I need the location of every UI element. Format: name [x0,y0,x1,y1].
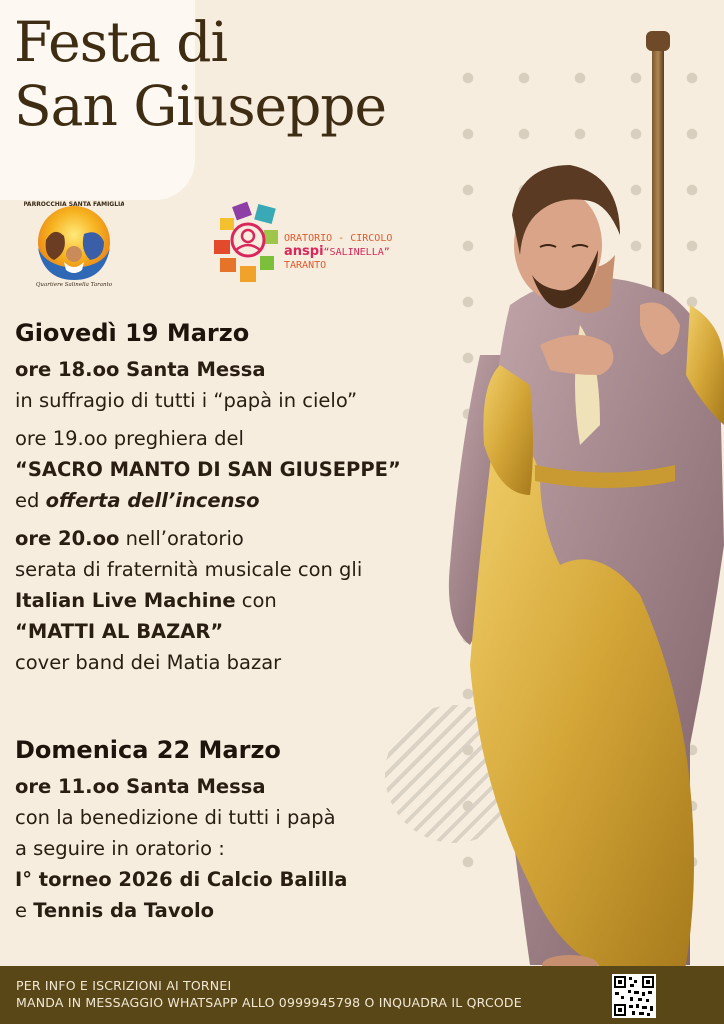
day1-band-line [15,585,455,616]
saint-joseph-statue-image [440,25,724,975]
day2-blessing: con la benedizione di tutti i papà [15,806,336,829]
day1-prayer-offer: offerta dell’incenso [45,489,260,512]
day1-mass-note: in suffragio di tutti i “papà in cielo” [15,389,358,412]
qr-code[interactable] [612,974,656,1018]
day2-heading: Domenica 22 Marzo [15,736,281,764]
title-line-2: San Giuseppe [14,74,387,138]
day1-band-with: con [235,589,277,612]
day2-tournament: I° torneo 2026 di Calcio Balilla [15,868,348,891]
footer-info-line2: MANDA IN MESSAGGIO WHATSAPP ALLO 0999945798 O INQUADRA IL QRCODE [16,995,522,1010]
footer-info-line1: PER INFO E ISCRIZIONI AI TORNEI [16,978,232,993]
oratory-logo [214,200,434,294]
page-title [14,10,386,138]
oratory-logo-brand: anspi [284,244,324,259]
day2-follow: a seguire in oratorio : [15,837,225,860]
day1-evening-place: nell’oratorio [119,527,244,550]
day2-mass-time: ore 11.oo Santa Messa [15,775,266,798]
oratory-logo-city: TARANTO [284,260,327,271]
day2-tennis: Tennis da Tavolo [33,899,215,922]
day1-show-note: cover band dei Matia bazar [15,651,282,674]
day1-evening-desc: serata di fraternità musicale con gli [15,558,363,581]
day2-tennis-line [15,895,455,926]
day1-evening-time: ore 20.oo [15,527,120,550]
day1-prayer-intro: ore 19.oo preghiera del [15,427,244,450]
day1-prayer-and: ed [15,489,46,512]
oratory-logo-name: “SALINELLA” [323,247,390,258]
day2-and: e [15,899,34,922]
day1-band-name: Italian Live Machine [15,589,236,612]
parish-logo-bottom-text: Quartiere Salinella Taranto [35,282,113,288]
day1-evening-line [15,523,455,554]
oratory-logo-icon [214,200,284,294]
parish-logo [24,196,124,288]
day1-heading: Giovedì 19 Marzo [15,319,250,347]
footer-bar [0,966,724,1024]
day1-mass-time: ore 18.oo Santa Messa [15,358,266,381]
oratory-logo-line1: ORATORIO - CIRCOLO [284,233,393,244]
day1-prayer-offer-line [15,485,455,516]
parish-logo-top-text: PARROCCHIA SANTA FAMIGLIA [24,201,124,208]
title-line-1: Festa di [14,10,228,74]
event-details [15,312,455,926]
day1-prayer-title: “SACRO MANTO DI SAN GIUSEPPE” [15,458,401,481]
day1-show-name: “MATTI AL BAZAR” [15,620,224,643]
